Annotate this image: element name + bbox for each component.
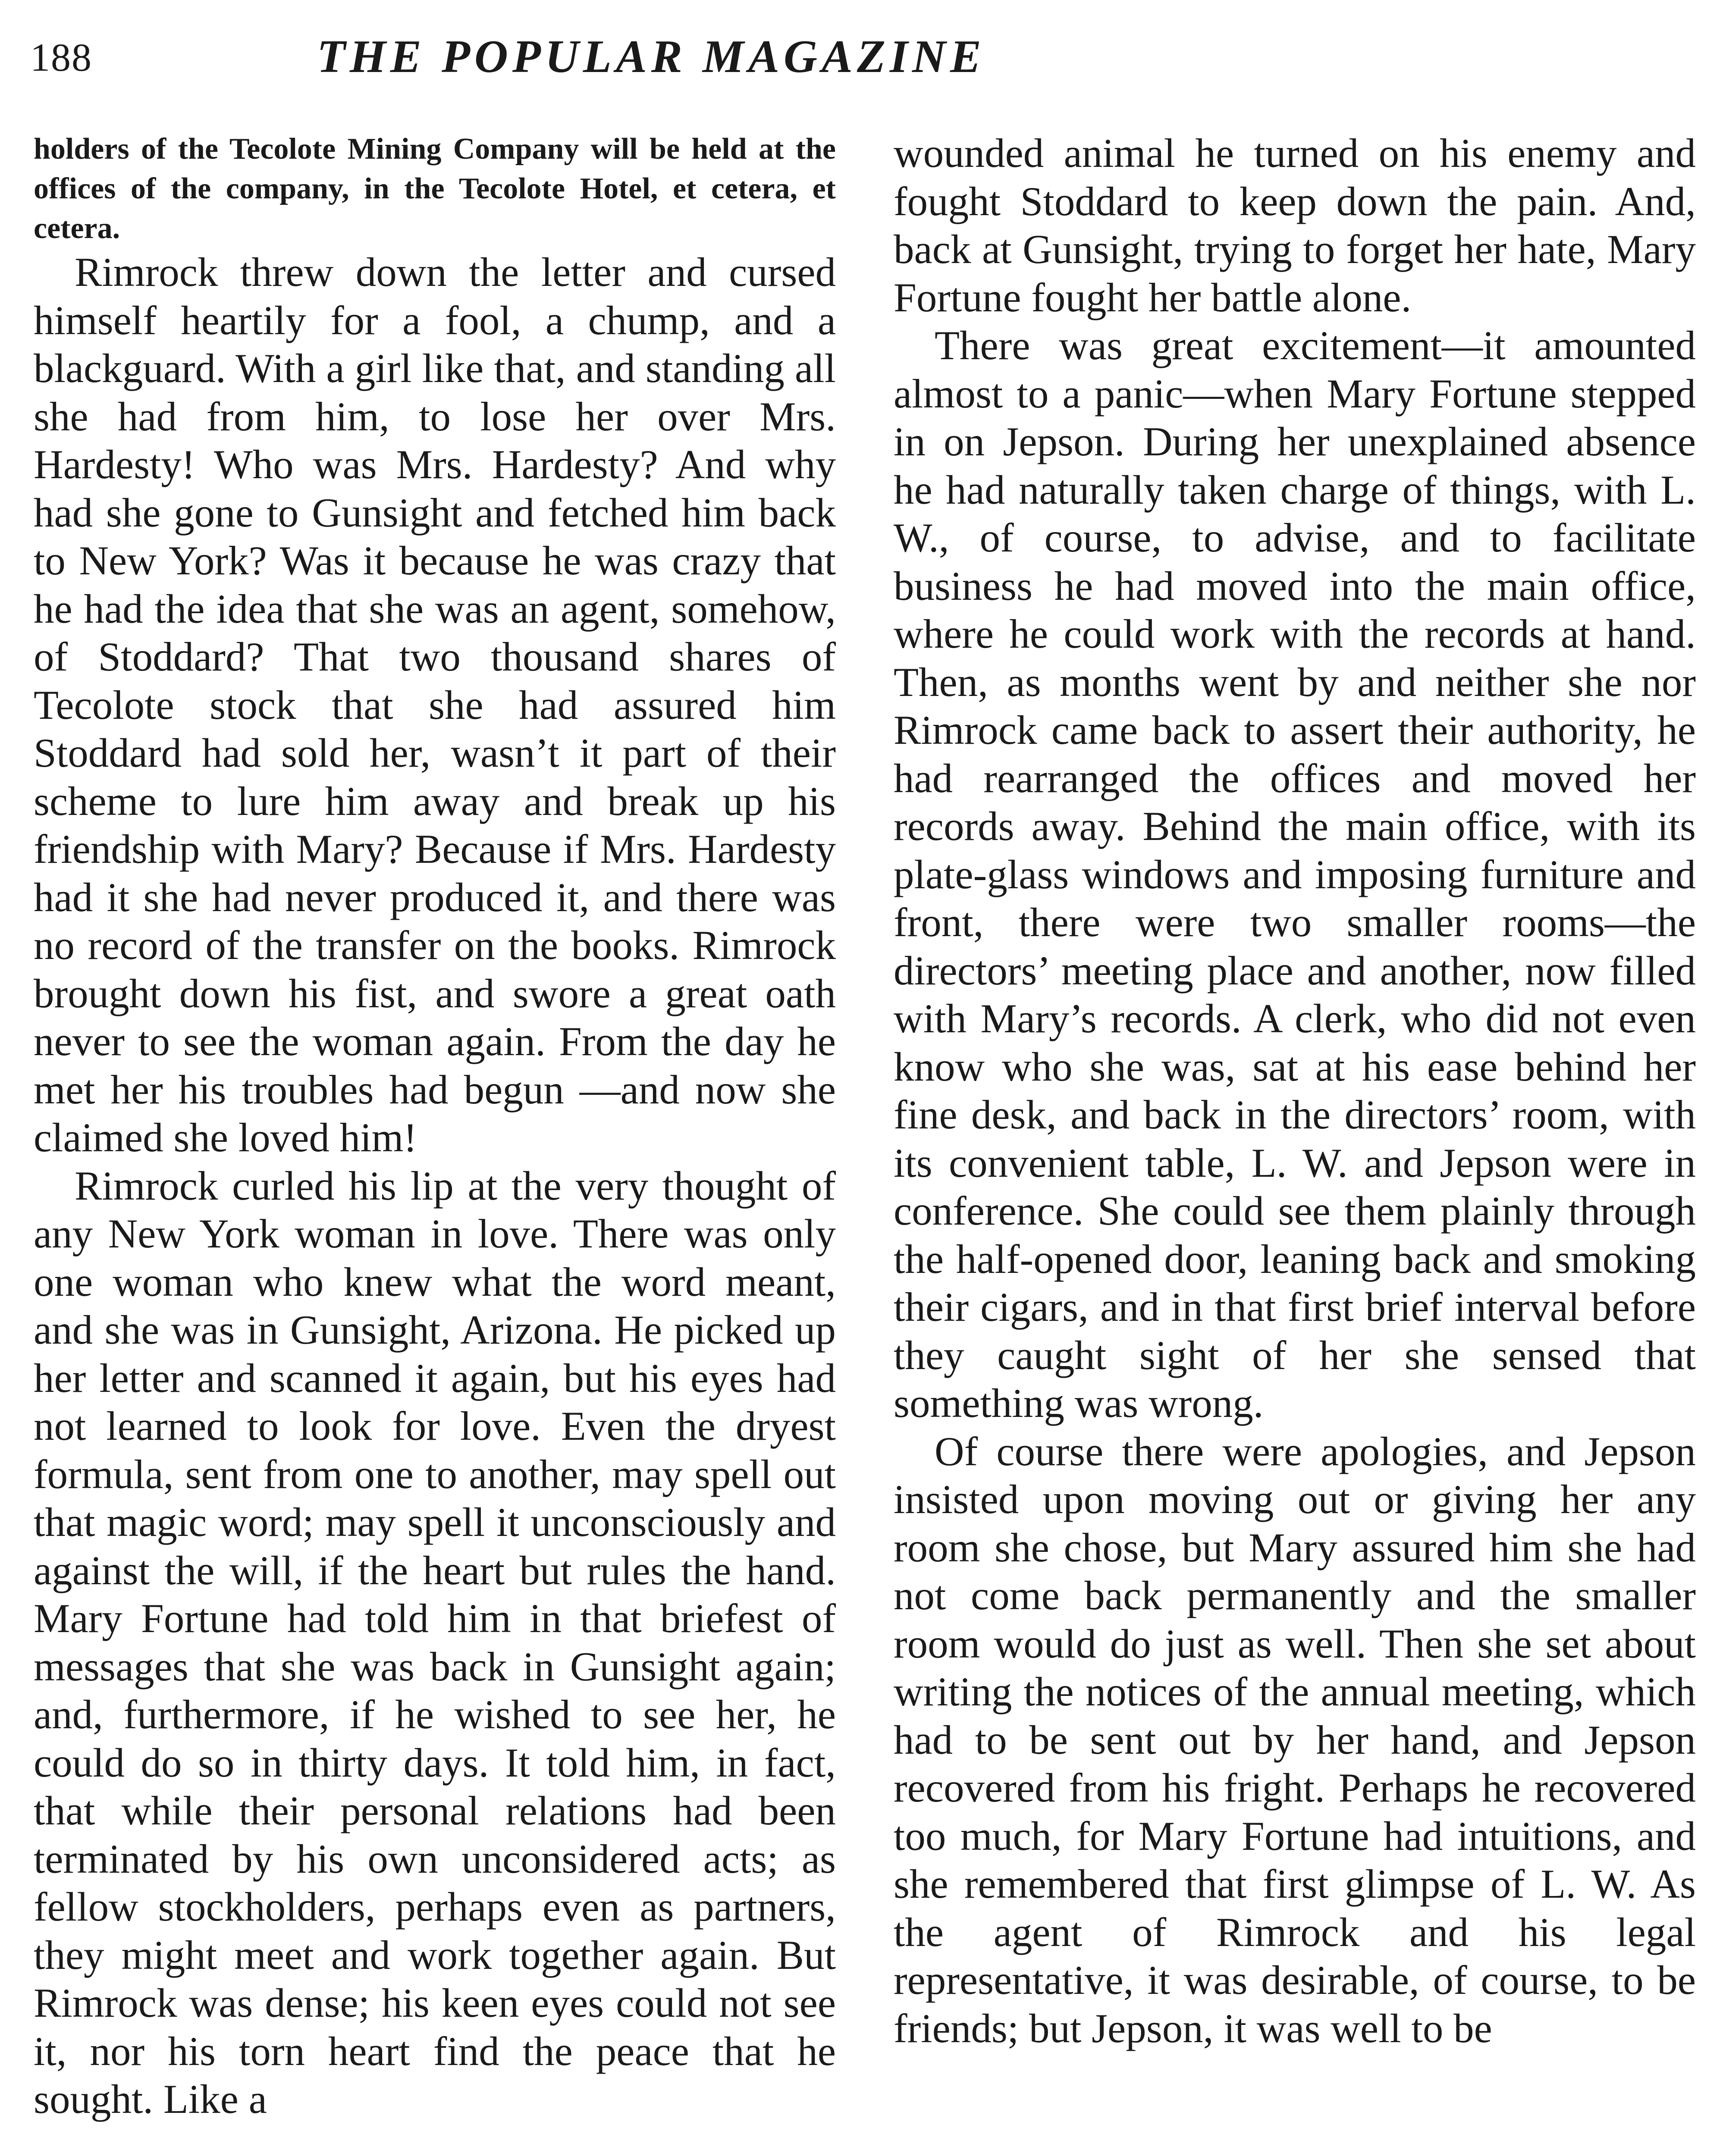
lead-paragraph: holders of the Tecolote Mining Company will be held at the offices of the company, in the Tecolote Hotel, et cetera, et cetera. xyxy=(34,132,836,245)
paragraph: wounded animal he turned on his enemy and fought Stoddard to keep down the pain. And, back at Gunsight, trying to forget her hate, Mary Fortune fought her battle alone. xyxy=(894,130,1696,320)
paragraph: Of course there were apologies, and Jepson insisted upon moving out or giving her any room she chose, but Mary assured him she had not come back permanently and the smaller room would do just as well. Then she set about writing the notices of the annual meeting, which had to be sent out by her hand, and Jepson recovered from his fright. Perhaps he recovered too much, for Mary Fortune had intuitions, and she remembered that first glimpse of L. W. As the agent of Rimrock and his legal representative, it was desirable, of course, to be friends; but Jepson, it was well to be xyxy=(894,1428,1696,2051)
paragraph: Rimrock threw down the letter and cursed himself heartily for a fool, a chump, and a blackguard. With a girl like that, and standing all she had from him, to lose her over Mrs. Hardesty! Who was Mrs. Hardesty? And why had she gone to Gunsight and fetched him back to New York? Was it because he was crazy that he had the idea that she was an agent, somehow, of Stoddard? That two thousand shares of Tecolote stock that she had assured him Stoddard had sold her, wasn’t it part of their scheme to lure him away and break up his friendship with Mary? Because if Mrs. Hardesty had it she had never produced it, and there was no record of the transfer on the books. Rimrock brought down his fist, and swore a great oath never to see the woman again. From the day he met her his troubles had begun —and now she claimed she loved him! xyxy=(34,249,836,1160)
running-title: THE POPULAR MAGAZINE xyxy=(317,31,986,82)
paragraph: There was great excitement—it amounted almost to a panic—when Mary Fortune stepped in on Jepson. During her unexplained absence he had naturally taken charge of things, with L. W., of course, to advise, and to facilitate business he had moved into the main office, where he could work with the records at hand. Then, as months went by and neither she nor Rimrock came back to assert their authority, he had rearranged the offices and moved her records away. Behind the main office, with its plate-glass windows and imposing furniture and front, there were two smaller rooms—the directors’ meeting place and another, now filled with Mary’s records. A clerk, who did not even know who she was, sat at his ease behind her fine desk, and back in the directors’ room, with its convenient table, L. W. and Jepson were in conference. She could see them plainly through the half-opened door, leaning back and smoking their cigars, and in that first brief interval before they caught sight of her she sensed that something was wrong. xyxy=(894,323,1696,1426)
right-column xyxy=(894,129,1696,2053)
paragraph: Rimrock curled his lip at the very thought of any New York woman in love. There was only one woman who knew what the word meant, and she was in Gunsight, Arizona. He picked up her letter and scanned it again, but his eyes had not learned to look for love. Even the dryest formula, sent from one to another, may spell out that magic word; may spell it unconsciously and against the will, if the heart but rules the hand. Mary Fortune had told him in that briefest of messages that she was back in Gunsight again; and, furthermore, if he wished to see her, he could do so in thirty days. It told him, in fact, that while their personal relations had been terminated by his own unconsidered acts; as fellow stockholders, perhaps even as partners, they might meet and work together again. But Rimrock was dense; his keen eyes could not see it, nor his torn heart find the peace that he sought. Like a xyxy=(34,1163,836,2122)
page-number: 188 xyxy=(30,35,92,79)
page-header xyxy=(30,30,1272,108)
left-column xyxy=(34,129,836,2124)
